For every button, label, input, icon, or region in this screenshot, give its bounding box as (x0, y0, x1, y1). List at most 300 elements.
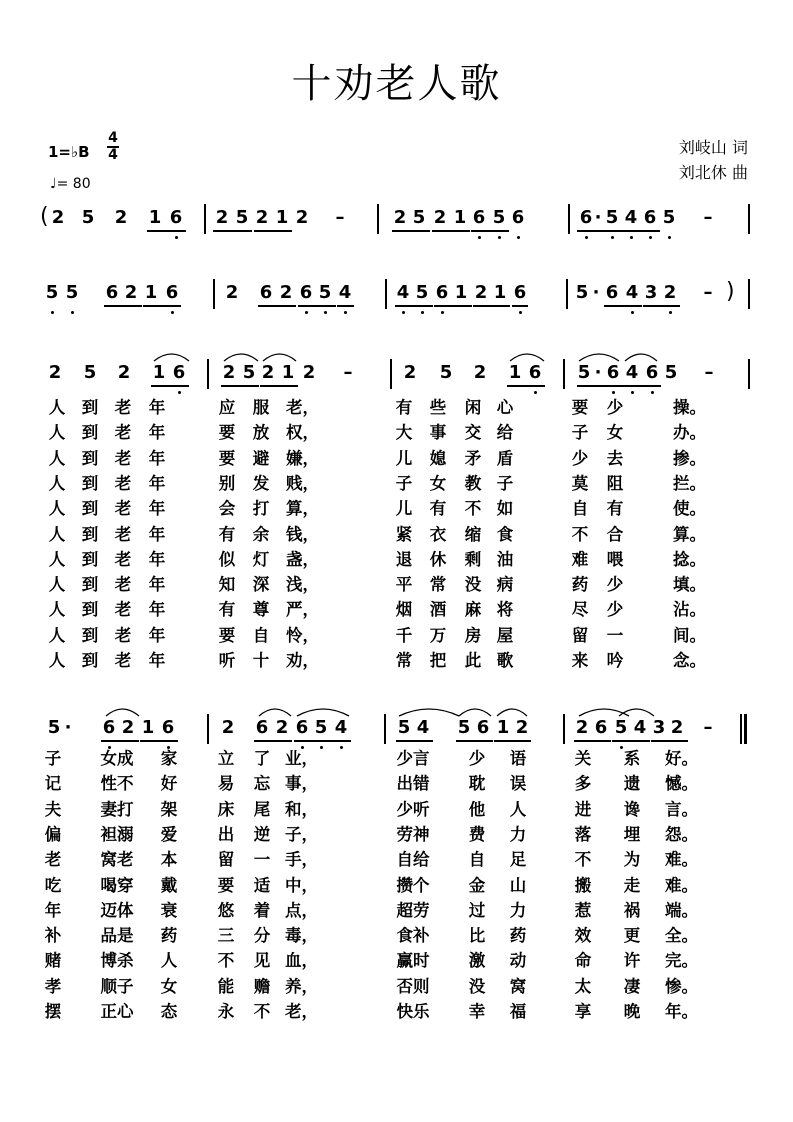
lyric-char: 激 (468, 951, 486, 971)
lyric-char: 命 (574, 951, 592, 971)
lyric-char: 十 (252, 651, 270, 670)
lyric-char: 没 (464, 575, 482, 595)
lyric-char: 动 (509, 951, 527, 971)
lyric-char: 老， (286, 398, 319, 417)
lyric-char: 食补 (396, 926, 430, 946)
note: 6 (594, 717, 608, 738)
lyric-char: 人 (48, 524, 66, 544)
note: 5 (47, 717, 61, 738)
beam (101, 740, 139, 742)
lyric-char: 少 (606, 575, 624, 595)
octave-dot (631, 391, 634, 394)
octave-dot (651, 391, 654, 394)
beam (213, 230, 252, 232)
beam (624, 385, 661, 387)
lyric-char: 快乐 (396, 1002, 430, 1021)
lyric-char: 浅， (286, 575, 319, 595)
lyric-char: 老 (114, 473, 132, 493)
lyric-line-a (0, 498, 793, 523)
lyric-line-a (0, 448, 793, 473)
slur (618, 704, 655, 718)
note: – (335, 207, 345, 228)
lyric-char: 烟 (395, 600, 413, 620)
lyric-char: 避 (252, 448, 270, 468)
note: 2 (215, 207, 229, 228)
lyric-char: 掺。 (673, 448, 706, 468)
lyric-line-a (0, 574, 793, 599)
lyric-char: 手， (285, 850, 318, 870)
lyric-char: 一 (253, 850, 271, 870)
lyric-char: 老 (114, 600, 132, 620)
lyric-char: 心 (496, 398, 514, 417)
lyric-char: 常 (395, 651, 413, 670)
key-signature-text: 1=♭B (48, 143, 90, 161)
note: 1 (453, 207, 467, 228)
barline (204, 204, 206, 234)
beam (512, 305, 528, 307)
note: 5 (242, 362, 256, 383)
lyric-char: 房 (464, 625, 482, 645)
lyric-char: 费 (468, 824, 486, 844)
lyric-char: 好 (160, 774, 178, 794)
lyric-char: 遗 (623, 774, 641, 794)
lyric-char: 窝老 (100, 850, 134, 870)
beam (147, 230, 186, 232)
lyric-char: 本 (160, 850, 178, 870)
lyric-char: 应 (218, 398, 236, 417)
lyric-char: 算。 (673, 524, 706, 544)
note: 5 (45, 282, 59, 303)
lyric-char: 祸 (623, 900, 641, 920)
lyric-char: 喂 (606, 549, 624, 569)
note: 1 (148, 207, 162, 228)
note: 6 (528, 362, 542, 383)
note: 1 (493, 282, 507, 303)
lyric-char: 和， (285, 799, 318, 819)
octave-dot (402, 311, 405, 314)
barline (384, 714, 386, 744)
lyric-char: 紧 (395, 524, 413, 544)
beam (507, 385, 545, 387)
lyric-char: 家 (160, 749, 178, 768)
lyric-char: 人 (48, 473, 66, 493)
note: 6 (259, 282, 273, 303)
note: 2 (255, 207, 269, 228)
beam (298, 305, 336, 307)
lyric-line-b (0, 950, 793, 975)
lyric-line-a (0, 473, 793, 498)
lyric-char: 自 (468, 850, 486, 870)
note: 3 (644, 282, 658, 303)
verse-melody-a (0, 355, 793, 395)
beam (258, 305, 296, 307)
lyric-char: 常 (429, 575, 447, 595)
lyric-line-a (0, 650, 793, 675)
lyric-char: 力 (509, 900, 527, 920)
note: 5 (235, 207, 249, 228)
lyric-char: 出 (217, 824, 235, 844)
lyric-char: 立 (217, 749, 235, 768)
lyric-line-a (0, 524, 793, 549)
note: 6 (299, 282, 313, 303)
lyric-char: 年 (148, 600, 166, 620)
verse-melody-b (0, 710, 793, 750)
lyric-char: 子 (395, 473, 413, 493)
lyric-char: 足 (509, 850, 527, 870)
lyric-char: 要 (218, 448, 236, 468)
lyric-line-a (0, 422, 793, 447)
note: 6 (105, 282, 119, 303)
lyric-char: 多 (574, 774, 592, 794)
lyric-char: 攒个 (396, 875, 430, 895)
slur (223, 349, 259, 363)
lyric-char: 权， (286, 423, 319, 443)
note: 4 (624, 207, 638, 228)
octave-dot (344, 311, 347, 314)
lyric-char: 比 (468, 926, 486, 946)
lyric-char: 人 (48, 575, 66, 595)
lyric-char: 年 (148, 625, 166, 645)
lyric-char: 人 (48, 499, 66, 519)
lyric-char: 子 (44, 749, 62, 768)
lyric-char: 会 (218, 499, 236, 519)
lyric-char: 享 (574, 1002, 592, 1021)
octave-dot (175, 236, 178, 239)
beam (143, 305, 181, 307)
note: 2 (575, 717, 589, 738)
beam (260, 385, 298, 387)
lyric-char: 忘 (253, 774, 271, 794)
lyric-char: 矛 (464, 448, 482, 468)
lyric-char: 误 (509, 774, 527, 794)
lyric-char: 他 (468, 799, 486, 819)
barline (568, 204, 570, 234)
slur (624, 349, 658, 363)
note: 6 (643, 207, 657, 228)
slur (153, 349, 190, 363)
beam (604, 305, 642, 307)
lyric-char: 到 (81, 651, 99, 670)
note: 5 (439, 362, 453, 383)
lyric-char: 沾。 (673, 600, 706, 620)
lyric-char: 人 (160, 951, 178, 971)
lyric-char: 永 (217, 1002, 235, 1021)
lyric-line-b (0, 875, 793, 900)
lyric-char: 似 (218, 549, 236, 569)
key-signature (48, 143, 90, 161)
lyric-char: 老 (114, 499, 132, 519)
lyric-char: 晚 (623, 1002, 641, 1021)
lyric-char: 少 (606, 600, 624, 620)
note: 2 (433, 207, 447, 228)
note: – (704, 362, 714, 383)
lyric-char: 人 (509, 799, 527, 819)
lyric-char: 见 (253, 951, 271, 971)
lyric-char: 少 (606, 398, 624, 417)
note: 5 (397, 717, 411, 738)
note: 5 (662, 207, 676, 228)
intro-line-2 (0, 275, 793, 315)
beam (612, 740, 650, 742)
open-paren: ( (40, 204, 49, 229)
lyric-char: 阻 (606, 473, 624, 493)
lyric-char: 麻 (464, 600, 482, 620)
note: 1 (275, 207, 289, 228)
lyric-char: 点， (285, 900, 318, 920)
lyric-char: 山 (509, 875, 527, 895)
lyric-char: 一 (606, 625, 624, 645)
lyric-char: 效 (574, 926, 592, 946)
lyric-char: 尊 (252, 600, 270, 620)
slur (578, 349, 620, 363)
barline-final-thin (740, 714, 742, 744)
beam (294, 740, 333, 742)
lyric-line-b (0, 900, 793, 925)
octave-dot (478, 236, 481, 239)
note: 2 (114, 207, 128, 228)
barline (748, 204, 750, 234)
note: 2 (474, 282, 488, 303)
lyric-char: 药 (509, 926, 527, 946)
lyric-line-a (0, 549, 793, 574)
beam (494, 740, 531, 742)
lyric-char: 三 (217, 926, 235, 946)
lyric-char: 间。 (673, 625, 706, 645)
note: 6 (435, 282, 449, 303)
lyric-char: 人 (48, 600, 66, 620)
lyric-char: 老 (114, 549, 132, 569)
lyric-char: 系 (623, 749, 641, 768)
lyric-char: 埋 (623, 824, 641, 844)
octave-dot (178, 391, 181, 394)
beam (577, 230, 624, 232)
lyric-char: 进 (574, 799, 592, 819)
lyric-char: 人 (48, 549, 66, 569)
lyric-char: 年 (44, 900, 62, 920)
lyric-char: 钱， (286, 524, 319, 544)
beam (333, 740, 351, 742)
lyric-char: 歌 (496, 651, 514, 670)
lyric-char: 人 (48, 625, 66, 645)
lyric-char: 床 (217, 799, 235, 819)
lyric-char: 过 (468, 900, 486, 920)
lyric-char: 血， (285, 951, 318, 971)
composer: 刘北休 曲 (678, 163, 748, 182)
beam (432, 230, 470, 232)
lyric-char: 老 (114, 398, 132, 417)
note: 5 (492, 207, 506, 228)
note: – (703, 717, 713, 738)
note: 5 (605, 207, 619, 228)
note: 2 (121, 717, 135, 738)
lyric-char: 金 (468, 875, 486, 895)
song-title: 十劝老人歌 (291, 61, 502, 107)
beam (104, 305, 142, 307)
lyric-char: 赌 (44, 951, 62, 971)
beam (254, 740, 292, 742)
lyric-char: 女成 (100, 749, 134, 768)
lyric-char: 填。 (673, 575, 706, 595)
lyric-line-b (0, 748, 793, 773)
lyric-char: 落 (574, 824, 592, 844)
beam (471, 230, 509, 232)
note: · (64, 717, 72, 738)
lyric-char: 吃 (44, 875, 62, 895)
note: 2 (261, 362, 275, 383)
lyric-char: 自 (571, 499, 589, 519)
lyric-char: 不 (464, 499, 482, 519)
note: · (592, 282, 600, 303)
lyric-char: 万 (429, 625, 447, 645)
lyric-line-b (0, 925, 793, 950)
lyric-char: 听 (218, 651, 236, 670)
lyric-char: 剩 (464, 549, 482, 569)
note: 5 (457, 717, 471, 738)
lyric-char: 搬 (574, 875, 592, 895)
lyric-char: 毒， (285, 926, 318, 946)
lyric-char: 老 (114, 524, 132, 544)
lyric-char: 来 (571, 651, 589, 670)
lyric-char: 易 (217, 774, 235, 794)
lyric-char: 窝 (509, 976, 527, 996)
lyric-char: 盾 (496, 448, 514, 468)
lyric-char: 着 (253, 900, 271, 920)
note: 5 (415, 282, 429, 303)
lyric-char: 端。 (665, 900, 698, 920)
lyric-char: 到 (81, 625, 99, 645)
lyric-char: 退 (395, 549, 413, 569)
lyric-char: 年 (148, 575, 166, 595)
lyric-char: 喝穿 (100, 875, 134, 895)
lyric-char: 自给 (396, 850, 430, 870)
beam (396, 740, 433, 742)
lyric-char: 全。 (665, 926, 698, 946)
lyric-char: 完。 (665, 951, 698, 971)
lyric-char: 发 (252, 473, 270, 493)
note: 6 (161, 717, 175, 738)
lyric-char: 没 (468, 976, 486, 996)
lyric-char: 少 (571, 448, 589, 468)
beam (456, 740, 493, 742)
note: 6 (165, 282, 179, 303)
note: 5 (65, 282, 79, 303)
lyric-char: 到 (81, 499, 99, 519)
note: 6 (476, 717, 490, 738)
note: 6 (295, 717, 309, 738)
lyric-char: 劝， (286, 651, 319, 670)
lyric-char: 千 (395, 625, 413, 645)
note: 1 (141, 717, 155, 738)
lyric-char: 女 (160, 976, 178, 996)
lyric-char: 办。 (673, 423, 706, 443)
lyric-char: 女 (429, 473, 447, 493)
slur (296, 704, 350, 718)
note: 5 (318, 282, 332, 303)
lyric-char: 服 (252, 398, 270, 417)
lyric-char: 顺子 (100, 976, 134, 996)
octave-dot (612, 391, 615, 394)
beam (151, 385, 189, 387)
lyric-char: 自 (252, 625, 270, 645)
beam (395, 305, 433, 307)
barline (207, 359, 209, 389)
lyric-char: 谗 (623, 799, 641, 819)
lyric-char: 余 (252, 524, 270, 544)
lyric-char: 事， (285, 774, 318, 794)
octave-dot (519, 311, 522, 314)
octave-dot (324, 311, 327, 314)
lyric-char: 年 (148, 448, 166, 468)
lyric-char: 偏 (44, 824, 62, 844)
lyric-char: 缩 (464, 524, 482, 544)
lyric-char: 老 (114, 651, 132, 670)
lyric-char: 到 (81, 423, 99, 443)
lyric-char: 福 (509, 1002, 527, 1021)
lyric-char: 食 (496, 524, 514, 544)
lyric-char: 交 (464, 423, 482, 443)
octave-dot (498, 236, 501, 239)
lyric-char: 不 (217, 951, 235, 971)
lyric-char: 有 (218, 524, 236, 544)
note: 2 (295, 207, 309, 228)
lyric-char: 放 (252, 423, 270, 443)
lyric-char: 此 (464, 651, 482, 670)
lyric-char: 尾 (253, 799, 271, 819)
lyric-char: 闲 (464, 398, 482, 417)
lyric-line-a (0, 625, 793, 650)
octave-dot (585, 236, 588, 239)
lyric-char: 些 (429, 398, 447, 417)
lyric-char: 太 (574, 976, 592, 996)
lyric-char: 有 (606, 499, 624, 519)
time-signature (107, 131, 119, 163)
octave-dot (305, 311, 308, 314)
lyric-char: 戴 (160, 875, 178, 895)
note: 2 (222, 362, 236, 383)
barline (390, 359, 392, 389)
lyric-char: 言。 (665, 799, 698, 819)
note: 1 (152, 362, 166, 383)
lyric-char: 摆 (44, 1002, 62, 1021)
lyric-char: 少听 (396, 799, 430, 819)
beam (574, 740, 611, 742)
lyric-char: 力 (509, 824, 527, 844)
note: 4 (625, 362, 639, 383)
note: – (703, 282, 713, 303)
note: · (594, 207, 602, 228)
lyric-char: 走 (623, 875, 641, 895)
note: 6 (472, 207, 486, 228)
lyric-char: 了 (253, 749, 271, 768)
lyric-char: 油 (496, 549, 514, 569)
lyric-char: 给 (496, 423, 514, 443)
note: 6 (172, 362, 186, 383)
slur (258, 704, 292, 718)
lyric-char: 迈体 (100, 900, 134, 920)
lyric-char: 更 (623, 926, 641, 946)
lyricist: 刘岐山 词 (678, 138, 748, 157)
lyric-char: 大 (395, 423, 413, 443)
note: 2 (393, 207, 407, 228)
lyric-char: 药 (160, 926, 178, 946)
lyric-char: 把 (429, 651, 447, 670)
barline (207, 714, 209, 744)
barline (385, 279, 387, 309)
note: 6 (605, 282, 619, 303)
beam (140, 740, 178, 742)
note: 2 (302, 362, 316, 383)
lyric-char: 超劳 (396, 900, 430, 920)
